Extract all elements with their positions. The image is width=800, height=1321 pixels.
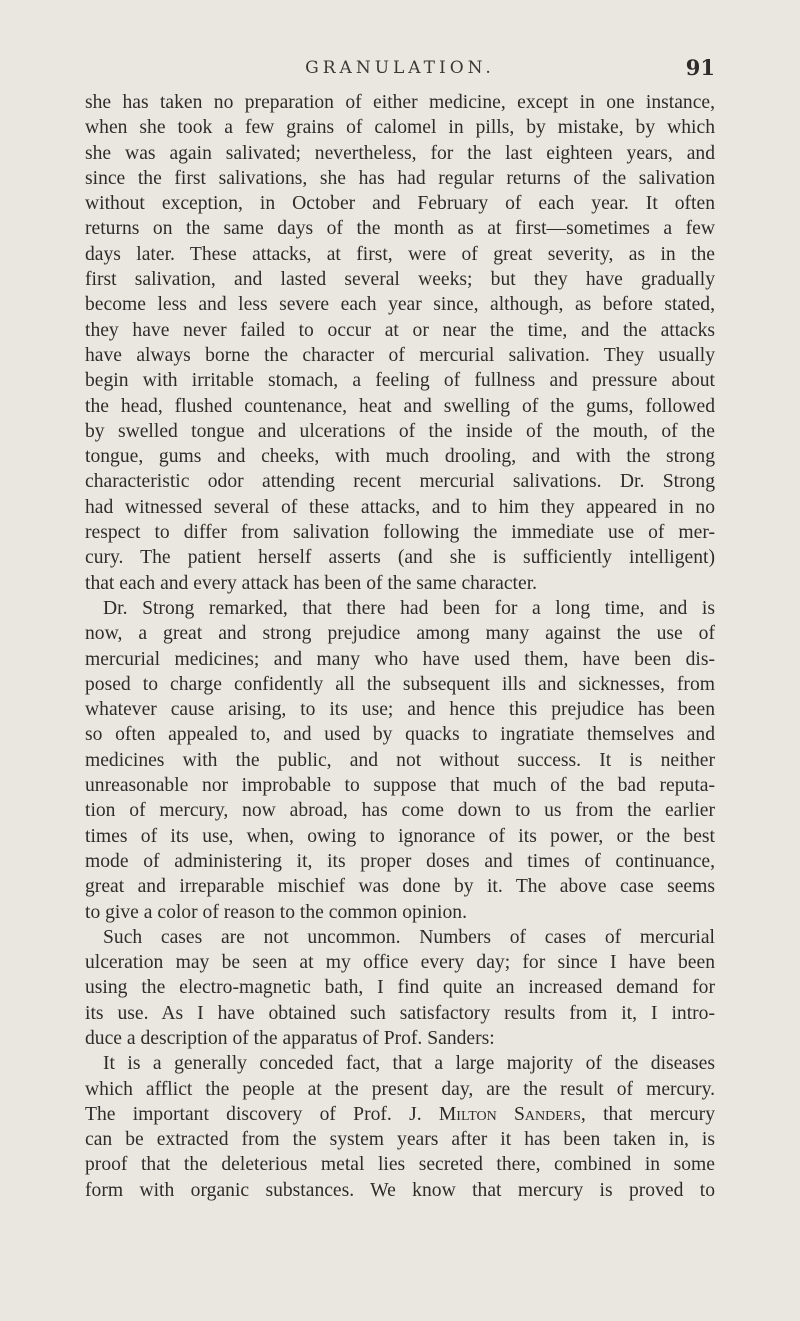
text-line: by swelled tongue and ulcerations of the inside of the mouth, of the xyxy=(85,420,715,442)
text-line: whatever cause arising, to its use; and hence this prejudice has been xyxy=(85,699,715,721)
text-line: had witnessed several of these attacks, and to him they appeared in no xyxy=(85,496,715,518)
text-line: medicines with the public, and not without success. It is neither xyxy=(85,749,715,771)
text-line: they have never failed to occur at or near the time, and the attacks xyxy=(85,319,715,341)
text-line: she was again salivated; nevertheless, for the last eighteen years, and xyxy=(85,142,715,164)
text-line: tongue, gums and cheeks, with much drooling, and with the strong xyxy=(85,446,715,468)
text-line: its use. As I have obtained such satisfactory results from it, I intro- xyxy=(85,1002,715,1024)
text-line: duce a description of the apparatus of Prof. Sanders: xyxy=(85,1027,495,1049)
text-line: tion of mercury, now abroad, has come down to us from the earlier xyxy=(85,800,715,822)
text-line: when she took a few grains of calomel in pills, by mistake, by which xyxy=(85,117,715,139)
text-line: posed to charge confidently all the subsequent ills and sicknesses, from xyxy=(85,673,715,695)
text-line: respect to differ from salivation following the immediate use of mer- xyxy=(85,522,715,544)
text-line: It is a generally conceded fact, that a large majority of the diseases xyxy=(103,1053,715,1075)
text-line: can be extracted from the system years after it has been taken in, is xyxy=(85,1129,715,1151)
text-line: characteristic odor attending recent mercurial salivations. Dr. Strong xyxy=(85,471,715,493)
text-line: she has taken no preparation of either medicine, except in one instance, xyxy=(85,92,715,113)
text-line: using the electro-magnetic bath, I find quite an increased demand for xyxy=(85,977,715,999)
text-line: proof that the deleterious metal lies secreted there, combined in some xyxy=(85,1154,715,1176)
text-line: that each and every attack has been of the same character. xyxy=(85,572,538,594)
text-segment: The important discovery of Prof. J. xyxy=(85,1103,439,1125)
text-segment: , that mercury xyxy=(580,1103,715,1125)
text-line: without exception, in October and February of each year. It often xyxy=(85,193,715,215)
page-header xyxy=(85,55,715,84)
text-line: form with organic substances. We know that mercury is proved to xyxy=(85,1179,715,1201)
text-line: the head, flushed countenance, heat and swelling of the gums, followed xyxy=(85,395,715,417)
text-line: unreasonable nor improbable to suppose that much of the bad reputa- xyxy=(85,775,715,797)
text-line: ulceration may be seen at my office every day; for since I have been xyxy=(85,952,715,974)
text-line: have always borne the character of mercurial salivation. They usually xyxy=(85,344,715,366)
text-line: times of its use, when, owing to ignorance of its power, or the best xyxy=(85,825,715,847)
text-line: days later. These attacks, at first, were of great severity, as in the xyxy=(85,243,715,265)
text-line: cury. The patient herself asserts (and she is sufficiently intelligent) xyxy=(85,547,715,569)
text-line: which afflict the people at the present day, are the result of mercury. xyxy=(85,1078,715,1100)
text-line: now, a great and strong prejudice among many against the use of xyxy=(85,623,715,645)
text-line: mode of administering it, its proper doses and times of continuance, xyxy=(85,850,715,872)
page-number: 91 xyxy=(685,55,715,80)
text-line: first salivation, and lasted several weeks; but they have gradually xyxy=(85,269,715,291)
text-line: become less and less severe each year since, although, as before stated, xyxy=(85,294,715,316)
running-title: GRANULATION. xyxy=(305,58,495,78)
text-line: since the first salivations, she has had regular returns of the salivation xyxy=(85,167,715,189)
text-line: returns on the same days of the month as at first—sometimes a few xyxy=(85,218,715,240)
body-text xyxy=(85,90,715,1203)
author-name-small-caps: Milton Sanders xyxy=(438,1103,581,1125)
text-line: mercurial medicines; and many who have used them, have been dis- xyxy=(85,648,715,670)
text-line: great and irreparable mischief was done by it. The above case seems xyxy=(85,876,715,898)
text-line: begin with irritable stomach, a feeling of fullness and pressure about xyxy=(85,370,715,392)
text-line: Dr. Strong remarked, that there had been for a long time, and is xyxy=(103,597,715,619)
text-line: Such cases are not uncommon. Numbers of cases of mercurial xyxy=(103,926,715,948)
text-line: to give a color of reason to the common opinion. xyxy=(85,901,467,923)
text-line: so often appealed to, and used by quacks to ingratiate themselves and xyxy=(85,724,715,746)
text-line xyxy=(85,1102,715,1127)
